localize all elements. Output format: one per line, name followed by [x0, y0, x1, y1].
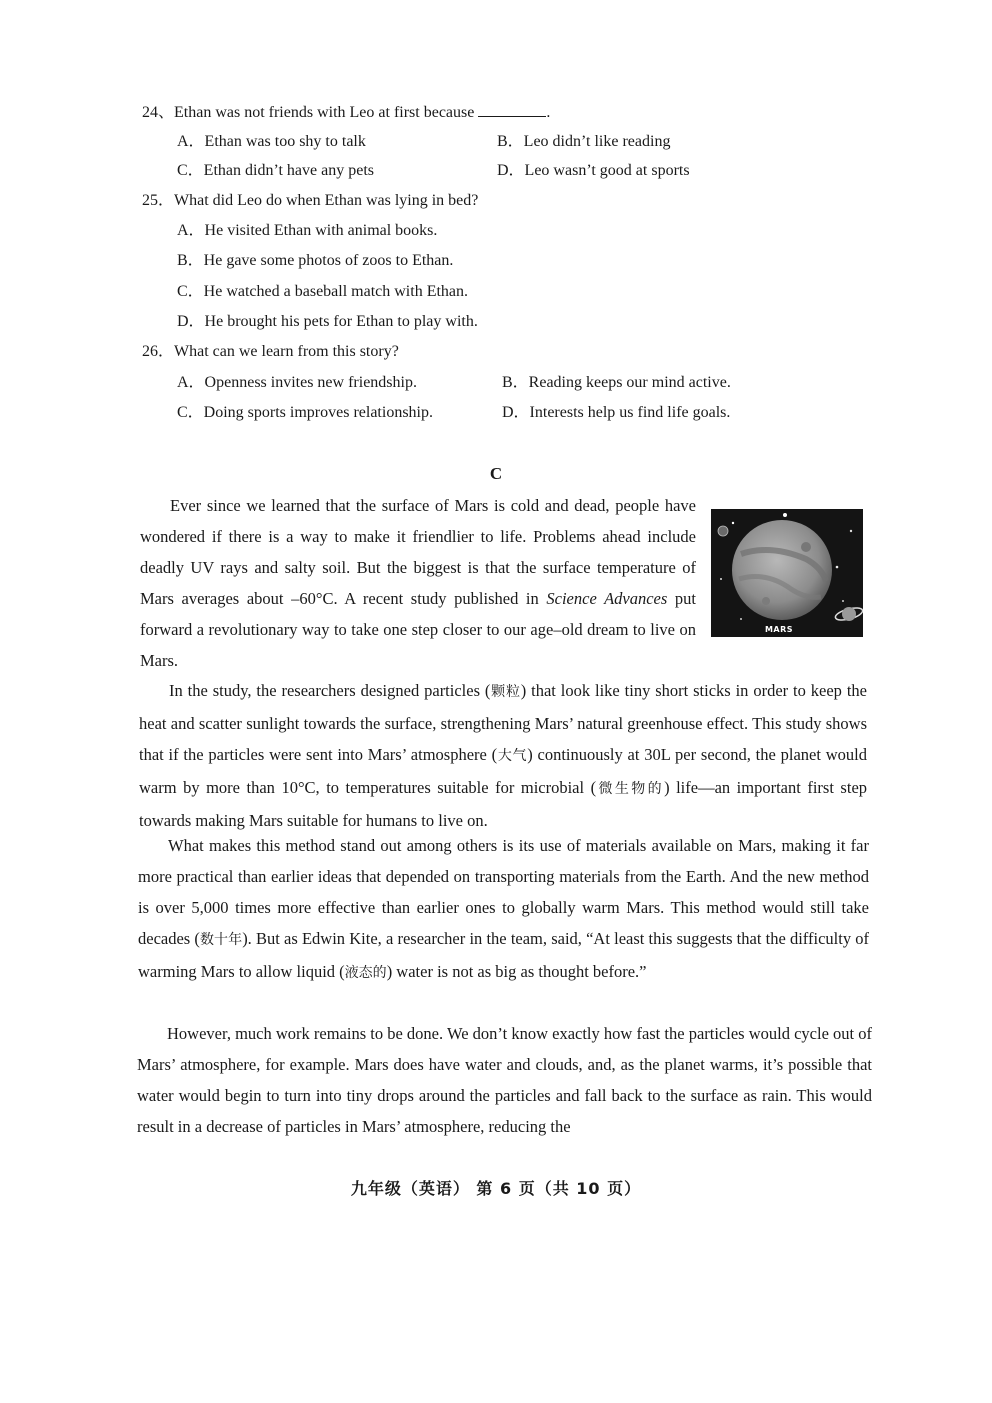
question-25-option-c: C．He watched a baseball match with Ethan.: [177, 283, 469, 300]
question-25-stem: 25．What did Leo do when Ethan was lying in bed?: [142, 192, 479, 209]
paragraph-3-text-3: ) water is not as big as thought before.”: [386, 962, 647, 981]
question-26-option-a: A．Openness invites new friendship.: [177, 374, 417, 391]
question-24-stem-end: .: [546, 104, 551, 121]
answer-blank: [478, 102, 546, 117]
mars-illustration: [711, 509, 863, 637]
gloss-atmosphere: 大气: [497, 748, 528, 764]
journal-name: Science Advances: [546, 589, 668, 608]
question-26-option-b: B．Reading keeps our mind active.: [502, 374, 731, 391]
gloss-liquid: 液态的: [344, 965, 387, 981]
question-26-option-d: D．Interests help us find life goals.: [502, 404, 731, 421]
passage-paragraph-2: [139, 675, 867, 836]
question-25-option-d: D．He brought his pets for Ethan to play with.: [177, 313, 478, 330]
section-heading-c: C: [489, 464, 503, 483]
question-25-option-b: B．He gave some photos of zoos to Ethan.: [177, 252, 454, 269]
paragraph-2-text-1: In the study, the researchers designed particles (: [169, 681, 491, 700]
gloss-particles: 颗粒: [490, 684, 521, 700]
passage-paragraph-4: [137, 1018, 872, 1142]
passage-paragraph-3: [138, 830, 869, 989]
mars-image-label: MARS: [764, 625, 794, 634]
paragraph-1-text: Ever since we learned that the surface of Mars is cold and dead, people have wondered if there is a way to make it friendlier to life. Problems ahead include deadly UV rays and salty soil. But the biggest is that the surface temperature of Mars averages about –60°C. A recent study published in: [140, 496, 696, 608]
mars-planet-icon: [711, 509, 863, 637]
question-24-option-a: A．Ethan was too shy to talk: [177, 133, 366, 150]
paragraph-3-text-2: ). But as Edwin Kite, a researcher in the team, said, “At least this suggests that the difficulty of warming Mars to allow liquid (: [138, 929, 870, 981]
question-24-option-b: B．Leo didn’t like reading: [497, 133, 671, 150]
paragraph-2-text-4: ) life—an important first step towards making Mars suitable for humans to live on.: [139, 778, 868, 830]
question-25-option-a: A．He visited Ethan with animal books.: [177, 222, 438, 239]
question-26-stem: 26．What can we learn from this story?: [142, 343, 399, 360]
passage-paragraph-1: [140, 490, 696, 676]
question-24-option-c: C．Ethan didn’t have any pets: [177, 162, 375, 179]
paragraph-3-text-1: What makes this method stand out among others is its use of materials available on Mars, making it far more practical than earlier ideas that depended on transporting materials from the Earth. And the new method is over 5,000 times more effective than earlier ones to globally warm Mars. This method would still take decades (: [138, 836, 869, 948]
gloss-microbial: 微生物的: [596, 781, 665, 797]
paragraph-2-text-3: ) continuously at 30L per second, the planet would warm by more than 10°C, to temperatures suitable for microbial (: [139, 745, 867, 797]
paragraph-4-text: However, much work remains to be done. We don’t know exactly how fast the particles would cycle out of Mars’ atmosphere, for example. Mars does have water and clouds, and, as the planet warms, it’s possible that water would begin to turn into tiny drops around the particles and fall back to the surface as rain. This would result in a decrease of particles in Mars’ atmosphere, reducing the: [137, 1024, 872, 1136]
question-24-option-d: D．Leo wasn’t good at sports: [497, 162, 690, 179]
gloss-decades: 数十年: [199, 932, 243, 948]
paragraph-2-text-2: ) that look like tiny short sticks in order to keep the heat and scatter sunlight towards the surface, strengthening Mars’ natural greenhouse effect. This study shows that if the particles were sent into Mars’ atmosphere (: [139, 681, 867, 764]
question-24-stem: [142, 102, 550, 123]
paragraph-1-text-end: put forward a revolutionary way to take one step closer to our age–old dream to live on Mars.: [140, 589, 697, 670]
question-24-text: 24、Ethan was not friends with Leo at first because: [142, 104, 475, 121]
question-26-option-c: C．Doing sports improves relationship.: [177, 404, 433, 421]
page-footer: 九年级（英语） 第 6 页（共 10 页）: [350, 1179, 642, 1198]
